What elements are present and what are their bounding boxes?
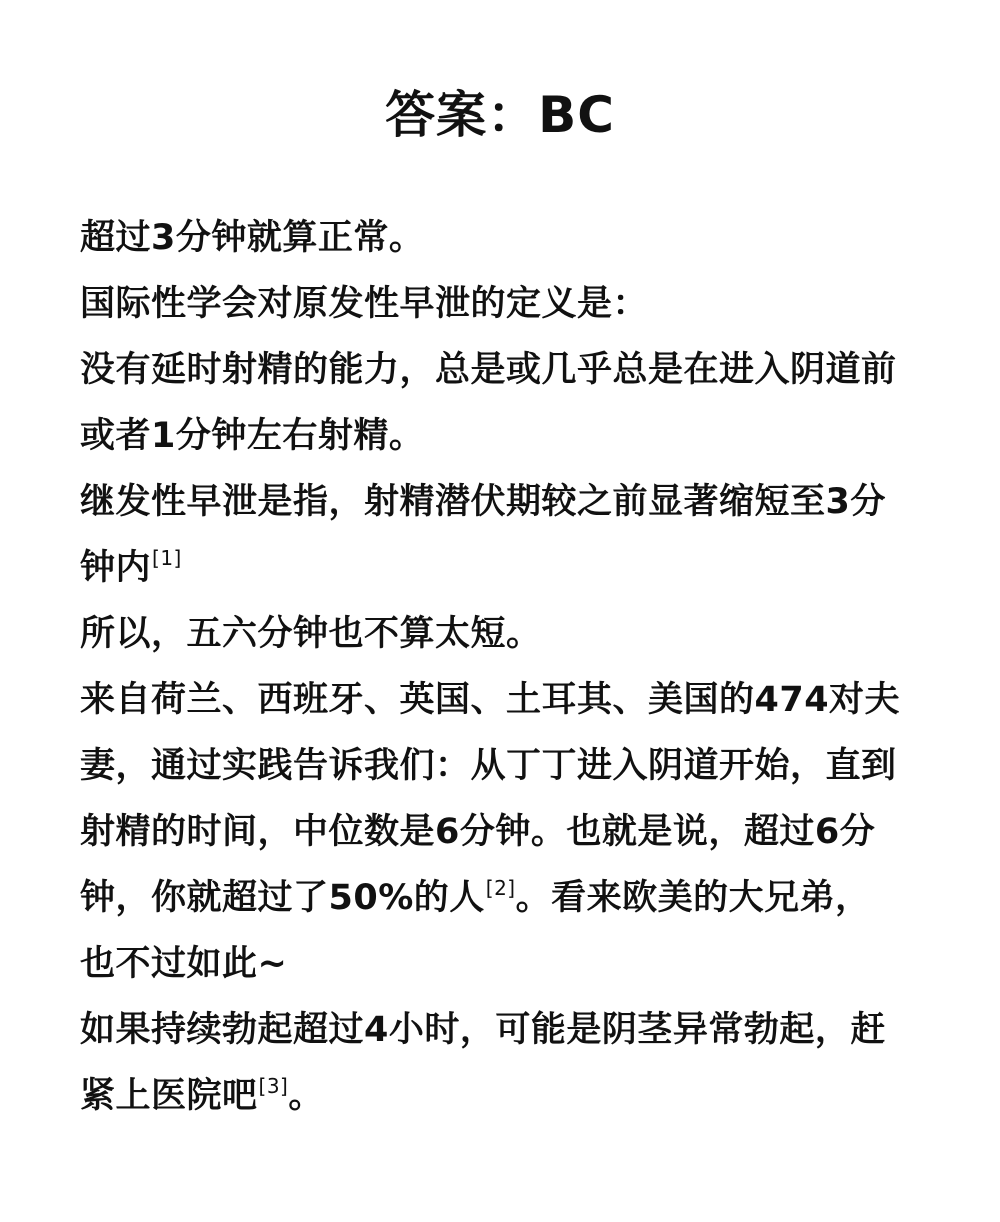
text-line	[80, 403, 950, 469]
answer-title: 答案：BC	[385, 86, 615, 144]
body-text	[80, 205, 950, 1129]
line-text: 所以，五六分钟也不算太短。	[80, 614, 542, 654]
line-text: 来自荷兰、西班牙、英国、土耳其、美国的474对夫	[80, 680, 901, 720]
text-line	[80, 205, 950, 271]
text-line	[80, 733, 950, 799]
line-text: 也不过如此~	[80, 944, 288, 984]
line-text-after: 。	[288, 1076, 324, 1116]
line-text: 钟，你就超过了50%的人	[80, 878, 485, 918]
text-line	[80, 997, 950, 1063]
line-text: 如果持续勃起超过4小时，可能是阴茎异常勃起，赶	[80, 1010, 886, 1050]
line-text: 或者1分钟左右射精。	[80, 416, 425, 456]
text-line	[80, 337, 950, 403]
text-line	[80, 601, 950, 667]
line-text: 超过3分钟就算正常。	[80, 218, 425, 258]
footnote-ref[interactable]: [1]	[152, 546, 182, 570]
text-line	[80, 1063, 950, 1129]
footnote-ref[interactable]: [3]	[258, 1074, 289, 1098]
line-text: 没有延时射精的能力，总是或几乎总是在进入阴道前	[80, 350, 897, 390]
line-text: 紧上医院吧	[80, 1076, 258, 1116]
line-text: 钟内	[80, 548, 152, 588]
line-text: 继发性早泄是指，射精潜伏期较之前显著缩短至3分	[80, 482, 886, 522]
line-text-after: 。看来欧美的大兄弟，	[515, 878, 871, 918]
text-line	[80, 799, 950, 865]
text-line	[80, 865, 950, 931]
line-text: 妻，通过实践告诉我们：从丁丁进入阴道开始，直到	[80, 746, 897, 786]
text-line	[80, 535, 950, 601]
text-line	[80, 469, 950, 535]
line-text: 国际性学会对原发性早泄的定义是：	[80, 284, 649, 324]
footnote-ref[interactable]: [2]	[485, 876, 516, 900]
text-line	[80, 271, 950, 337]
text-line	[80, 667, 950, 733]
text-line	[80, 931, 950, 997]
line-text: 射精的时间，中位数是6分钟。也就是说，超过6分	[80, 812, 876, 852]
